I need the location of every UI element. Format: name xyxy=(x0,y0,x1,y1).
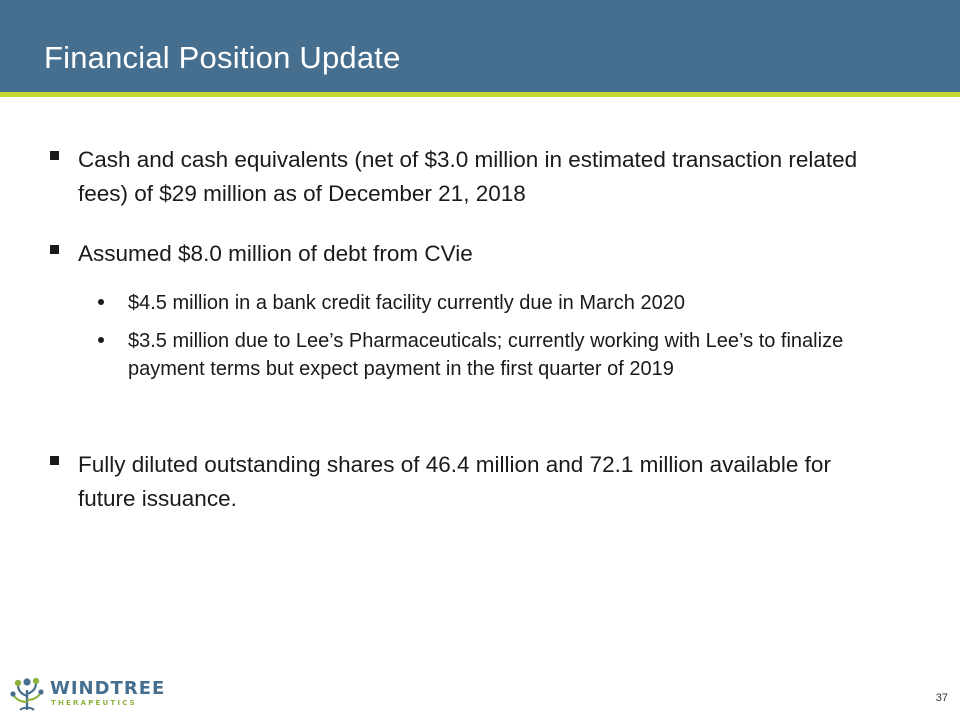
bullet-item xyxy=(50,237,890,271)
sub-bullet-item xyxy=(98,327,898,383)
square-bullet-icon xyxy=(50,245,59,254)
sub-bullet-text: $4.5 million in a bank credit facility currently due in March 2020 xyxy=(128,292,685,314)
header-accent-bar xyxy=(0,92,960,97)
logo-wordmark: WINDTREE xyxy=(50,678,166,699)
page-number: 37 xyxy=(935,692,948,704)
bullet-item xyxy=(50,448,890,516)
sub-bullet-text: $3.5 million due to Lee’s Pharmaceuticals; currently working with Lee’s to finalize payment terms but expect payment in the first quarter of 2019 xyxy=(128,330,844,380)
windtree-logo xyxy=(8,676,166,712)
square-bullet-icon xyxy=(50,151,59,160)
sub-bullet-item xyxy=(98,289,898,317)
tree-logo-icon xyxy=(8,676,46,712)
slide-title: Financial Position Update xyxy=(44,40,401,75)
round-bullet-icon xyxy=(98,299,104,305)
round-bullet-icon xyxy=(98,337,104,343)
bullet-item xyxy=(50,143,890,211)
logo-subtitle: THERAPEUTICS xyxy=(51,699,137,707)
bullet-text: Fully diluted outstanding shares of 46.4 million and 72.1 million available for future issuance. xyxy=(78,452,831,511)
bullet-text: Assumed $8.0 million of debt from CVie xyxy=(78,241,473,266)
bullet-text: Cash and cash equivalents (net of $3.0 million in estimated transaction related fees) of $29 million as of December 21, 2018 xyxy=(78,147,858,206)
square-bullet-icon xyxy=(50,456,59,465)
